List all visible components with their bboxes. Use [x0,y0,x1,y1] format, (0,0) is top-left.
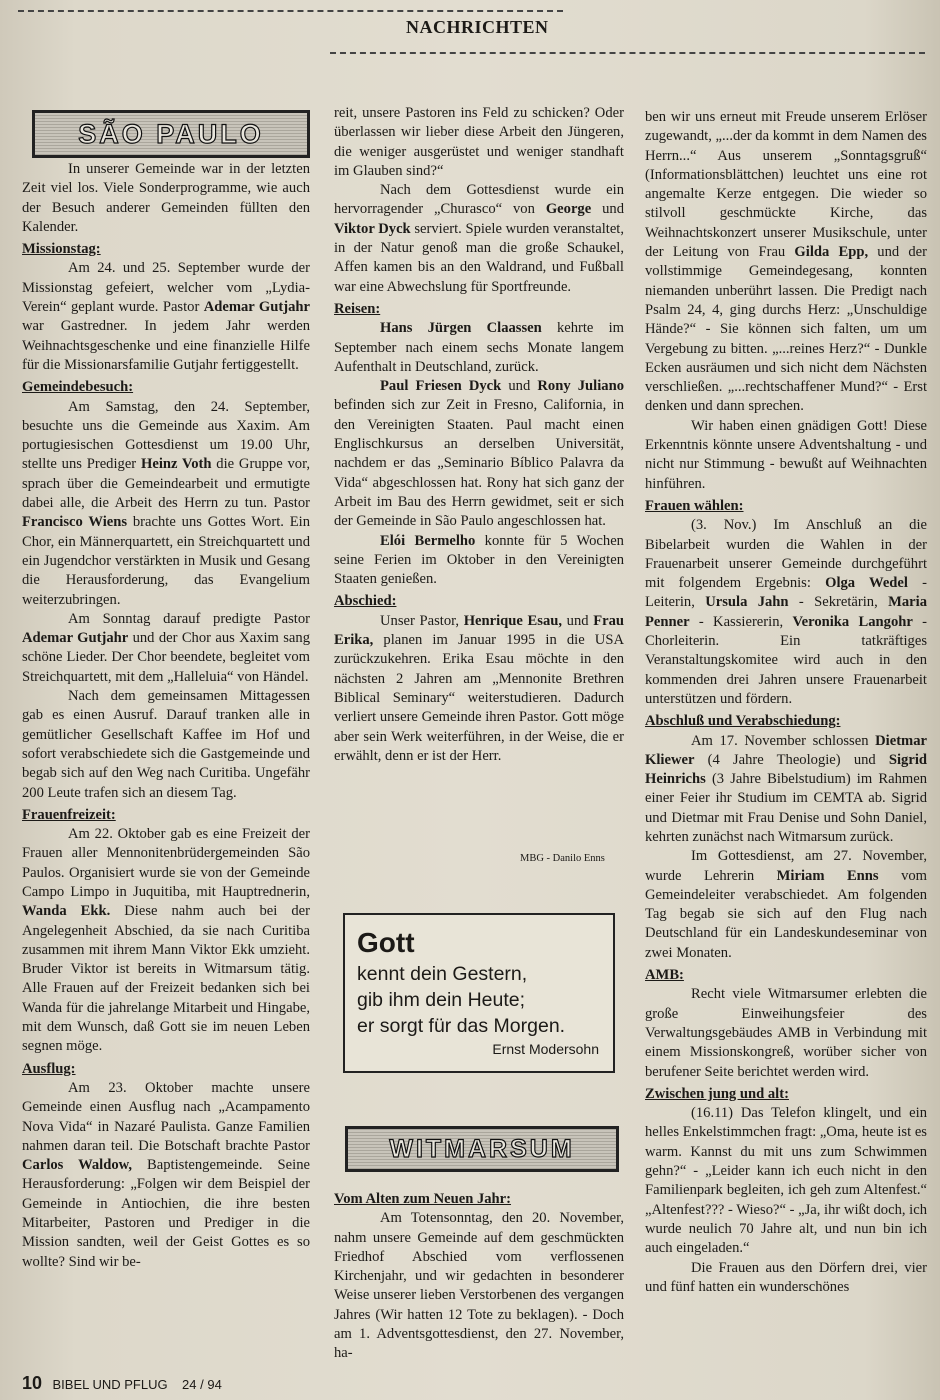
reisen-paragraph-2: Paul Friesen Dyck und Rony Juliano befinden sich zur Zeit in Fresno, California, in den Vereinigten Staaten. Paul macht einen Englischkursus an derselben Universität, nachdem er das „Seminario Bíblico Palavra da Vida“ abgeschlossen hat. Rony hat sich ganz der Arbeit im Bau des Herrn gewidmet, seit er sich der Gemeinde in São Paulo angeschlossen hat. [334,378,624,530]
advent-continued: ben wir uns erneut mit Freude unserem Erlöser zugewandt, „...der da kommt in dem Namen des Herrn...“ Aus unserem „Sonntagsgruß“ (Informationsblättchen) leuchtet uns eine rot angemalte Kerze entgegen. Die wieder so stilvoll geschmückte Kirche, das Weihnachtskonzert unserer Musikschule, unter der Leitung von Frau Gilda Epp, und der vollstimmige Gemeindegesang, konnten niemanden unberührt lassen. Die Predigt nach Psalm 24, 4, ging durchs Herz: „Unschuldige Hände?“ - Sie können sich falten, um um Vergebung zu bitten. „...reines Herz?“ - Dunkle Ecken ausräumen und sich nicht dem Nächsten verschließen. „...rechtschaffener Mund?“ - Erst denken und dann sprechen. [645,109,928,415]
column-3 [645,108,927,1297]
quote-box [343,913,615,1073]
header-dashed-rule [330,52,925,54]
frauenfreizeit-heading: Frauenfreizeit: [22,806,116,823]
missionstag-heading: Missionstag: [22,241,101,258]
section-header: NACHRICHTEN [406,17,549,37]
gottesdienst-paragraph: Im Gottesdienst, am 27. November, wurde Lehrerin Miriam Enns vom Gemeindeleiter verabschiedet. Am folgenden Tag begab sie sich auf den Flug nach Deutschland für ein Landeskundeseminar von zwei Monaten. [645,848,928,961]
gnaediger-gott-paragraph: Wir haben einen gnädigen Gott! Diese Erkenntnis könnte unsere Adventshaltung - und nicht nur Stimmung - bewußt auf Weihnachten hinführen. [645,417,927,492]
issue-number: 24 / 94 [182,1377,222,1392]
column-2 [334,104,624,766]
abschluss-heading: Abschluß und Verabschiedung: [645,713,841,730]
gemeindebesuch-heading: Gemeindebesuch: [22,379,134,396]
column-1 [22,160,310,1272]
doerfer-paragraph: Die Frauen aus den Dörfern drei, vier und fünf hatten ein wunderschönes [645,1259,927,1295]
jung-alt-heading: Zwischen jung und alt: [645,1085,789,1102]
mittag-paragraph: Nach dem gemeinsamen Mittagessen gab es einen Ausruf. Darauf tranken alle in gemütlicher Gesellschaft Kaffee im Hof und sofort verabschiedete sich die Gastgemeinde und begab sich auf den Weg nach Curitiba. Ungefähr 200 Leute trafen sich an diesem Tag. [22,688,310,801]
witmarsum-banner: WITMARSUM [345,1126,619,1172]
author-credit: MBG - Danilo Enns [520,853,605,864]
quote-heading: Gott [357,927,415,958]
sonntag-paragraph: Am Sonntag darauf predigte Pastor Ademar Gutjahr und der Chor aus Xaxim sang schöne Lieder. Der Chor beendete, begleitet vom Streichquartett, mit dem „Halleluia“ von Händel. [22,610,310,685]
amb-heading: AMB: [645,967,684,984]
page-number: 10 [22,1373,43,1393]
intro-paragraph: In unserer Gemeinde war in der letzten Zeit viel los. Viele Sonderprogramme, wie auch der Besuch anderer Gemeinden füllten den Kalender. [22,161,310,235]
ausflug-heading: Ausflug: [22,1060,76,1077]
frauen-waehlen-paragraph: (3. Nov.) Im Anschluß an die Bibelarbeit wurden die Wahlen in der Frauenarbeit unserer Gemeinde durchgeführt mit folgendem Ergebnis: Olga Wedel - Leiterin, Ursula Jahn - Sekretärin, Maria Penner - Kassiererin, Veronika Langohr - Chorleiterin. Ein tatkräftiges Veranstaltungskomitee wird auch in den kommenden drei Jahren unsere Frauenarbeit unterstützen und fördern. [645,517,927,707]
jung-alt-paragraph: (16.11) Das Telefon klingelt, und ein helles Enkelstimmchen fragt: „Oma, heute ist es warm. Kannst du mit uns zum Schwimmen gehn?“ - „Leider kann ich euch nicht in den Familienpark begleiten, ich geh zum Altenfest.“ „Altenfest??? - Wieso?“ - „Ja, ihr wißt doch, ich wurde neulich 70 Jahre alt, und nun bin ich auch eingeladen.“ [645,1105,927,1257]
quote-line-1: kennt dein Gestern, [357,963,528,985]
quote-line-2: gib ihm dein Heute; [357,989,526,1011]
abschluss-paragraph: Am 17. November schlossen Dietmar Kliewer (4 Jahre Theologie) und Sigrid Heinrichs (3 Jahre Bibelstudium) im Rahmen einer Feier ihr Studium im CEMTA ab. Sigrid und Dietmar mit Frau Denise und Sohn Daniel, kehrten zunächst nach Witmarsum zurück. [645,732,927,845]
gemeindebesuch-paragraph: Am Samstag, den 24. September, besuchte uns die Gemeinde aus Xaxim. Am portugiesischen Gottesdienst um 19.00 Uhr, stellte uns Prediger Heinz Voth die Gruppe vor, sprach über die Gemeindearbeit und ermutigte dabei alle, die Arbeit des Herrn zu tun. Pastor Francisco Wiens brachte uns Gottes Wort. Ein Chor, ein Männerquartett, ein Streichquartett und ein Jugendchor verstärkten in Musik und Gesang die Herausforderung, das Evangelium weiterzubringen. [22,398,311,608]
publication-name: BIBEL UND PFLUG [52,1377,168,1392]
frauenfreizeit-paragraph: Am 22. Oktober gab es eine Freizeit der Frauen aller Mennonitenbrüdergemeinden São Paulos. Organisiert wurde sie von der Gemeinde Campo Limpo in Juquitiba, mit Hauptrednerin, Wanda Ekk. Diese nahm auch bei der Angelegenheit Abschied, da sie nach Curitiba zusammen mit ihrem Mann Viktor Ekk umzieht. Bruder Viktor ist bereits in Witmarsum tätig. Alle Frauen auf der Freizeit bedanken sich bei Wanda für die jahrelange Mitarbeit und Hingabe, mit dem Wunsch, daß Gott sie im neuen Leben segnen möge. [22,826,310,1055]
ausflug-paragraph: Am 23. Oktober machte unsere Gemeinde einen Ausflug nach „Acampamento Nova Vida“ in Nazaré Paulista. Ganze Familien nahmen daran teil. Die Botschaft brachte Pastor Carlos Waldow, Baptistengemeinde. Seine Herausforderung: „Folgen wir dem Beispiel der Gemeinde in Antiochien, die ihre besten Mitarbeiter, Pastoren und Prediger in die Mission sandten, weil der Geist Gottes es so wollte? Sind wir be- [22,1079,310,1270]
frauen-waehlen-heading: Frauen wählen: [645,497,744,514]
quote-line-3: er sorgt für das Morgen. [357,1015,566,1037]
column-2-lower [334,1187,624,1364]
page-footer [22,1373,222,1394]
churasco-paragraph: Nach dem Gottesdienst wurde ein hervorragender „Churasco“ von George und Viktor Dyck serviert. Spiele wurden veranstaltet, in der Natur genoß man die große Schaukel, Affen kamen bis an den Waldrand, und Fußball war eine Abwechslung für Sportfreunde. [334,182,625,295]
abschied-paragraph: Unser Pastor, Henrique Esau, und Frau Erika, planen im Januar 1995 in die USA zurückzukehren. Erika Esau möchte in den nächsten 2 Jahren am „Mennonite Brethren Biblical Seminary“ weiterstudieren. Dadurch verliert unsere Gemeinde ihren Pastor. Gott möge aber sein Werk weiterführen, in der Weise, die er erwählt, denn er ist der Herr. [334,612,625,764]
alten-neuen-jahr-heading: Vom Alten zum Neuen Jahr: [334,1191,512,1207]
totensonntag-paragraph: Am Totensonntag, den 20. November, nahm unsere Gemeinde auf dem geschmückten Friedhof Abschied vom verflossenen Kirchenjahr, und wir gedachten in besonderer Weise unserer lieben Verstorbenen des vergangen Jahres (Wir hatten 12 Tote zu beklagen). - Doch am 1. Adventsgottesdienst, den 27. November, ha- [334,1210,624,1362]
top-dashed-rule [18,10,563,12]
ausflug-continued: reit, unsere Pastoren ins Feld zu schicken? Oder überlassen wir lieber diese Arbeit den Jüngeren, die weniger ausgerüstet und weniger standhaft im Glauben sind?“ [334,105,624,179]
reisen-heading: Reisen: [334,300,381,317]
reisen-paragraph-3: Elói Bermelho konnte für 5 Wochen seine Ferien im Oktober in den Vereinigten Staaten genießen. [334,532,624,588]
abschied-heading: Abschied: [334,593,397,610]
sao-paulo-banner: SÃO PAULO [32,110,310,158]
missionstag-paragraph: Am 24. und 25. September wurde der Missionstag gefeiert, welcher vom „Lydia-Verein“ geplant wurde. Pastor Ademar Gutjahr war Gastredner. In jedem Jahr werden Weihnachtsgeschenke und eine finanzielle Hilfe für die Missionarsfamilie Gutjahr fertiggestellt. [22,260,310,373]
reisen-paragraph-1: Hans Jürgen Claassen kehrte im September nach einem sechs Monate langem Aufenthalt in Deutschland, zurück. [334,320,624,375]
quote-author: Ernst Modersohn [492,1041,599,1057]
amb-paragraph: Recht viele Witmarsumer erlebten die große Einweihungsfeier des Verwaltungsgebäudes AMB in Verbindung mit einem Missionskongreß, worüber sicher von berufener Seite berichtet werden wird. [645,986,927,1080]
